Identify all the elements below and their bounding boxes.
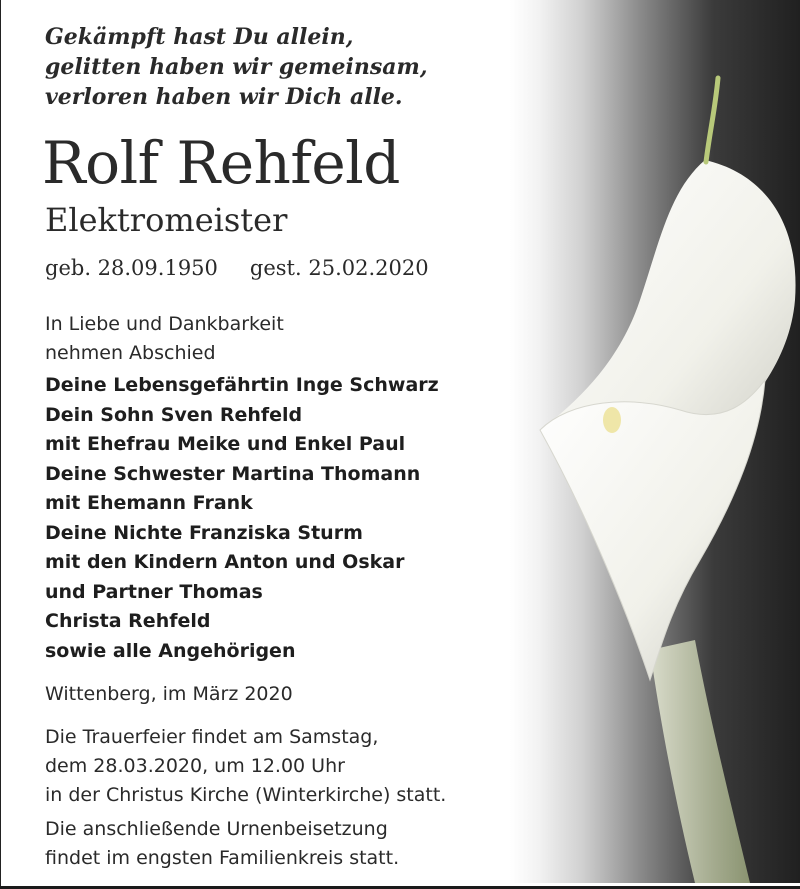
mourner-line: mit Ehefrau Meike und Enkel Paul <box>45 433 406 455</box>
calla-lily-image <box>510 0 800 883</box>
birth-date: geb. 28.09.1950 <box>45 256 218 280</box>
mourner-line: Dein Sohn Sven Rehfeld <box>45 403 303 426</box>
intro-line: In Liebe und Dankbarkeit <box>45 313 284 335</box>
motto-line: verloren haben wir Dich alle. <box>45 84 403 110</box>
mourner-line: Deine Nichte Franziska Sturm <box>45 521 363 544</box>
urn-line: Die anschließende Urnenbeisetzung <box>45 818 388 840</box>
motto-line: gelitten haben wir gemeinsam, <box>45 54 428 80</box>
motto-line: Gekämpft hast Du allein, <box>45 24 354 50</box>
mourner-line: Deine Schwester Martina Thomann <box>45 462 421 485</box>
mourner-line: mit den Kindern Anton und Oskar <box>45 551 405 573</box>
death-date: gest. 25.02.2020 <box>249 256 429 280</box>
ceremony-line: in der Christus Kirche (Winterkirche) statt. <box>45 784 447 806</box>
farewell-intro <box>45 310 284 368</box>
life-dates <box>45 253 429 283</box>
mourner-line: Christa Rehfeld <box>45 610 211 632</box>
mourner-line: mit Ehemann Frank <box>45 492 253 514</box>
ceremony-line: Die Trauerfeier findet am Samstag, <box>45 726 379 748</box>
mourner-line: sowie alle Angehörigen <box>45 639 296 662</box>
motto <box>45 22 428 112</box>
urn-burial-info <box>45 815 399 873</box>
place-date: Wittenberg, im März 2020 <box>45 683 293 705</box>
intro-line: nehmen Abschied <box>45 342 216 364</box>
mourner-line: und Partner Thomas <box>45 580 263 603</box>
deceased-name: Rolf Rehfeld <box>42 129 400 197</box>
funeral-ceremony-info <box>45 723 446 810</box>
ceremony-line: dem 28.03.2020, um 12.00 Uhr <box>45 755 345 777</box>
mourners-list <box>45 371 439 666</box>
deceased-profession: Elektromeister <box>45 201 288 239</box>
calla-lily-icon <box>510 0 800 883</box>
urn-line: findet im engsten Familienkreis statt. <box>45 847 400 869</box>
mourner-line: Deine Lebensgefährtin Inge Schwarz <box>45 374 439 396</box>
